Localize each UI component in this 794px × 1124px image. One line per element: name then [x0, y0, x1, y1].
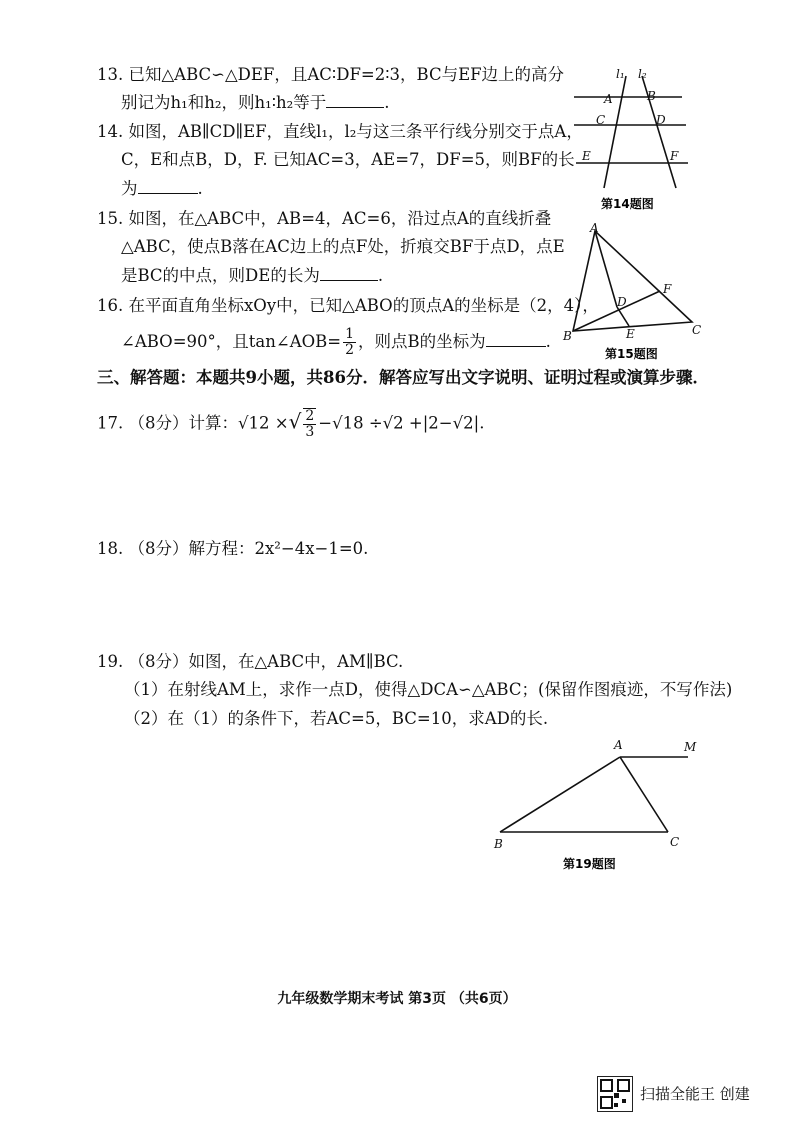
fig14-label-A: A: [604, 92, 613, 106]
q18: 18. （8分）解方程：2x²−4x−1=0.: [97, 539, 369, 558]
q15-line1: 15. 如图，在△ABC中，AB=4，AC=6，沿过点A的直线折叠: [97, 209, 552, 228]
q14-line2: C，E和点B，D，F. 已知AC=3，AE=7，DF=5，则BF的长: [121, 150, 575, 169]
q16-line2: ∠ABO=90°，且tan∠AOB= $\frac{1}{2}$ ，则点B的坐标为 .: [121, 326, 551, 358]
fig15-caption: 第15题图: [605, 347, 658, 361]
fig15-label-E: E: [626, 327, 635, 341]
fig15-label-C: C: [692, 323, 702, 337]
fig14-label-F: F: [670, 149, 679, 163]
q16-fraction: $\frac{1}{2}$: [345, 326, 355, 358]
figure-15: [558, 222, 708, 367]
q15-line3: 是BC的中点，则DE的长为 .: [121, 266, 384, 285]
fig19-label-B: B: [494, 837, 503, 851]
page-footer: 九年级数学期末考试 第3页 （共6页）: [277, 991, 517, 1007]
fig15-label-F: F: [663, 282, 672, 296]
q13-line2: 别记为h₁和h₂，则h₁∶h₂等于 .: [121, 93, 390, 112]
fig14-label-l1: l₁: [616, 67, 625, 81]
scanner-watermark: 扫描全能王 创建: [640, 1085, 750, 1103]
q15-line2: △ABC，使点B落在AC边上的点F处，折痕交BF于点D，点E: [121, 237, 565, 256]
fig14-caption: 第14题图: [601, 197, 654, 211]
q17-fraction: $\frac{2}{3}$: [305, 408, 315, 440]
section-3-heading: 三、解答题：本题共9小题，共86分．解答应写出文字说明、证明过程或演算步骤．: [97, 368, 709, 387]
fig15-label-B: B: [563, 329, 572, 343]
figure-19: [488, 735, 703, 875]
qr-code-icon: [597, 1076, 633, 1112]
fig14-label-C: C: [596, 113, 606, 127]
fig19-label-M: M: [684, 740, 697, 754]
q17: 17. （8分）计算：√12 ×√ $\frac{2}{3}$ −√18 ÷√2 +|2−√2|.: [97, 408, 485, 440]
fig15-label-D: D: [617, 295, 627, 309]
fig14-label-E: E: [582, 149, 591, 163]
fig14-label-D: D: [656, 113, 666, 127]
fig19-label-C: C: [670, 835, 680, 849]
figure-14: [570, 62, 700, 212]
fig14-label-l2: l₂: [638, 67, 647, 81]
q19-part2: （2）在（1）的条件下，若AC=5，BC=10，求AD的长.: [124, 709, 549, 728]
q19-line1: 19. （8分）如图，在△ABC中，AM∥BC.: [97, 652, 404, 671]
fig19-label-A: A: [614, 738, 623, 752]
q13-line1: 13. 已知△ABC∽△DEF，且AC∶DF=2∶3，BC与EF边上的高分: [97, 65, 565, 84]
q16-line1: 16. 在平面直角坐标xOy中，已知△ABO的顶点A的坐标是（2，4），: [97, 296, 599, 315]
fig15-label-A: A: [590, 222, 599, 235]
q14-line1: 14. 如图，AB∥CD∥EF，直线l₁，l₂与这三条平行线分别交于点A，: [97, 122, 583, 141]
q19-part1: （1）在射线AM上，求作一点D，使得△DCA∽△ABC；(保留作图痕迹，不写作法): [124, 680, 733, 699]
q14-line3: 为 .: [121, 179, 203, 198]
fig19-caption: 第19题图: [563, 857, 616, 871]
fig14-label-B: B: [647, 89, 656, 103]
